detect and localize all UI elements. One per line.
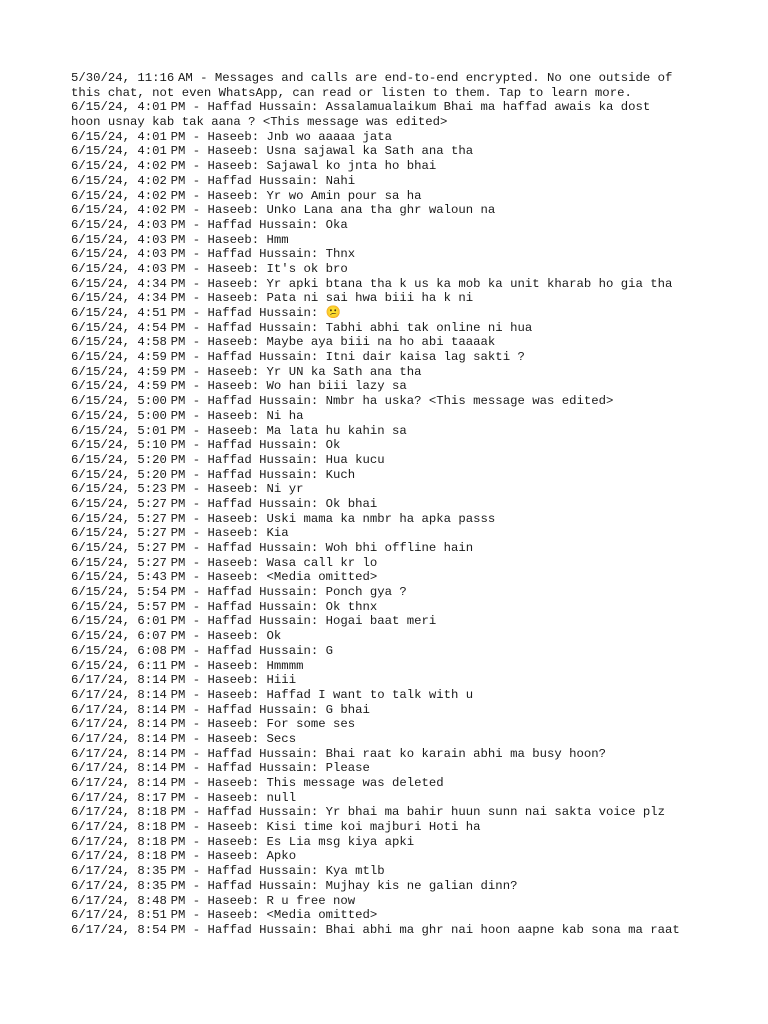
transcript-line: 6/15/24, 5:57 PM - Haffad Hussain: Ok thnx: [71, 599, 378, 614]
transcript-line: 6/15/24, 5:43 PM - Haseeb: <Media omitted>: [71, 570, 378, 585]
transcript-line: 6/15/24, 5:27 PM - Haffad Hussain: Woh bhi offline hain: [71, 541, 474, 555]
transcript-line: 6/17/24, 8:14 PM - Haseeb: Secs: [71, 731, 297, 746]
chat-transcript: [71, 71, 711, 938]
transcript-line: 5/30/24, 11:16 AM - Messages and calls are end-to-end encrypted. No one outside of: [71, 71, 673, 85]
transcript-line: 6/17/24, 8:14 PM - Haseeb: For some ses: [71, 717, 356, 732]
transcript-line: 6/15/24, 4:01 PM - Haseeb: Usna sajawal ka Sath ana tha: [71, 144, 474, 159]
transcript-line: 6/15/24, 5:27 PM - Haseeb: Kia: [71, 526, 289, 541]
transcript-line: 6/15/24, 4:59 PM - Haffad Hussain: Itni dair kaisa lag sakti ?: [71, 350, 525, 365]
transcript-line: 6/15/24, 5:10 PM - Haffad Hussain: Ok: [71, 438, 341, 453]
transcript-line: 6/15/24, 5:27 PM - Haseeb: Wasa call kr lo: [71, 555, 378, 570]
transcript-line: 6/15/24, 4:59 PM - Haseeb: Yr UN ka Sath ana tha: [71, 364, 422, 379]
transcript-line: 6/15/24, 4:02 PM - Haffad Hussain: Nahi: [71, 173, 356, 188]
transcript-line: 6/17/24, 8:14 PM - Haffad Hussain: Bhai raat ko karain abhi ma busy hoon?: [71, 746, 607, 761]
transcript-line: 6/15/24, 4:01 PM - Haseeb: Jnb wo aaaaa jata: [71, 129, 393, 144]
transcript-line: 6/15/24, 6:07 PM - Haseeb: Ok: [71, 629, 282, 644]
transcript-line: 6/15/24, 5:00 PM - Haffad Hussain: Nmbr ha uska? <This message was edited>: [71, 394, 614, 409]
transcript-line: 6/17/24, 8:35 PM - Haffad Hussain: Mujhay kis ne galian dinn?: [71, 878, 518, 893]
transcript-line: 6/15/24, 4:54 PM - Haffad Hussain: Tabhi abhi tak online ni hua: [71, 320, 533, 335]
transcript-line: 6/17/24, 8:14 PM - Haffad Hussain: G bhai: [71, 702, 370, 717]
transcript-line: 6/15/24, 4:02 PM - Haseeb: Sajawal ko jnta ho bhai: [71, 159, 437, 174]
transcript-line: 6/17/24, 8:54 PM - Haffad Hussain: Bhai abhi ma ghr nai hoon aapne kab sona ma raat: [71, 922, 680, 937]
transcript-line: hoon usnay kab tak aana ? <This message was edited>: [71, 115, 448, 130]
transcript-line: 6/15/24, 6:01 PM - Haffad Hussain: Hogai baat meri: [71, 614, 437, 629]
transcript-line: 6/17/24, 8:18 PM - Haffad Hussain: Yr bhai ma bahir huun sunn nai sakta voice plz: [71, 805, 666, 820]
transcript-line: 6/15/24, 4:02 PM - Haseeb: Unko Lana ana tha ghr waloun na: [71, 203, 496, 218]
transcript-line: 6/15/24, 4:58 PM - Haseeb: Maybe aya biii na ho abi taaaak: [71, 335, 496, 350]
transcript-line: 6/15/24, 4:03 PM - Haffad Hussain: Oka: [71, 217, 348, 232]
transcript-line: 6/17/24, 8:17 PM - Haseeb: null: [71, 790, 297, 805]
transcript-line: 6/15/24, 4:34 PM - Haseeb: Yr apki btana tha k us ka mob ka unit kharab ho gia tha: [71, 276, 673, 291]
transcript-line: 6/15/24, 4:03 PM - Haseeb: Hmm: [71, 232, 289, 247]
transcript-line: 6/15/24, 5:23 PM - Haseeb: Ni yr: [71, 482, 304, 497]
transcript-line: 6/15/24, 4:03 PM - Haffad Hussain: Thnx: [71, 247, 356, 262]
transcript-line: 6/15/24, 5:20 PM - Haffad Hussain: Kuch: [71, 467, 356, 482]
transcript-line: 6/15/24, 4:02 PM - Haseeb: Yr wo Amin pour sa ha: [71, 188, 422, 203]
transcript-line: 6/15/24, 5:20 PM - Haffad Hussain: Hua kucu: [71, 452, 385, 467]
transcript-line: 6/15/24, 6:08 PM - Haffad Hussain: G: [71, 643, 333, 658]
transcript-line: 6/15/24, 4:51 PM - Haffad Hussain: 😕: [71, 306, 341, 320]
transcript-line: 6/17/24, 8:35 PM - Haffad Hussain: Kya mtlb: [71, 864, 385, 879]
transcript-line: 6/17/24, 8:14 PM - Haseeb: Hiii: [71, 673, 297, 688]
transcript-line: 6/17/24, 8:14 PM - Haseeb: This message was deleted: [71, 776, 444, 790]
transcript-line: 6/15/24, 4:59 PM - Haseeb: Wo han biii lazy sa: [71, 379, 407, 394]
transcript-line: 6/17/24, 8:14 PM - Haseeb: Haffad I want to talk with u: [71, 687, 474, 702]
transcript-line: 6/17/24, 8:18 PM - Haseeb: Es Lia msg kiya apki: [71, 834, 415, 849]
transcript-line: 6/15/24, 5:27 PM - Haffad Hussain: Ok bhai: [71, 496, 378, 511]
transcript-line: 6/15/24, 4:34 PM - Haseeb: Pata ni sai hwa biii ha k ni: [71, 291, 474, 306]
transcript-line: this chat, not even WhatsApp, can read or listen to them. Tap to learn more.: [71, 85, 632, 100]
transcript-line: 6/17/24, 8:14 PM - Haffad Hussain: Please: [71, 761, 370, 776]
transcript-line: 6/17/24, 8:51 PM - Haseeb: <Media omitted>: [71, 908, 378, 923]
transcript-line: 6/15/24, 4:01 PM - Haffad Hussain: Assalamualaikum Bhai ma haffad awais ka dost: [71, 100, 651, 115]
transcript-line: 6/17/24, 8:48 PM - Haseeb: R u free now: [71, 893, 356, 908]
transcript-line: 6/15/24, 5:01 PM - Haseeb: Ma lata hu kahin sa: [71, 423, 407, 438]
transcript-line: 6/15/24, 6:11 PM - Haseeb: Hmmmm: [71, 658, 304, 673]
transcript-line: 6/17/24, 8:18 PM - Haseeb: Kisi time koi majburi Hoti ha: [71, 820, 481, 835]
transcript-line: 6/15/24, 5:54 PM - Haffad Hussain: Ponch gya ?: [71, 585, 407, 600]
transcript-line: 6/15/24, 4:03 PM - Haseeb: It's ok bro: [71, 261, 348, 276]
transcript-line: 6/15/24, 5:00 PM - Haseeb: Ni ha: [71, 408, 304, 423]
transcript-line: 6/15/24, 5:27 PM - Haseeb: Uski mama ka nmbr ha apka passs: [71, 511, 496, 526]
transcript-line: 6/17/24, 8:18 PM - Haseeb: Apko: [71, 849, 297, 864]
